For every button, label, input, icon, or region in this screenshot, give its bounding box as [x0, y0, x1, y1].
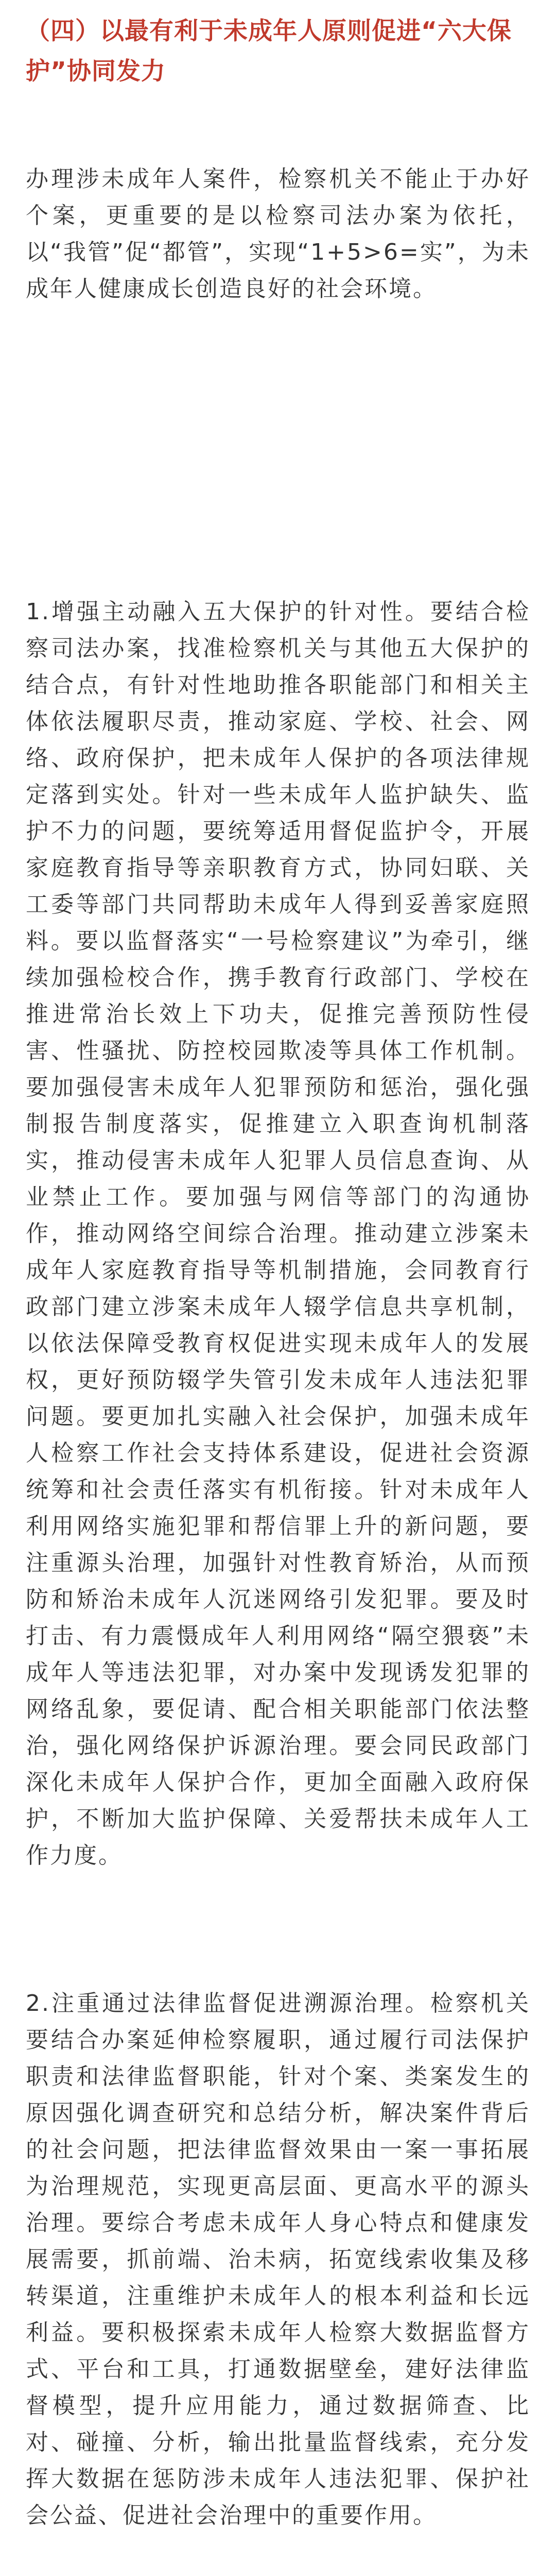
- paragraph-item-1: 1.增强主动融入五大保护的针对性。要结合检察司法办案，找准检察机关与其他五大保护的结合点，有针对性地助推各职能部门和相关主体依法履职尽责，推动家庭、学校、社会、网络、政府保护，把未成年人保护的各项法律规定落到实处。针对一些未成年人监护缺失、监护不力的问题，要统筹适用督促监护令，开展家庭教育指导等亲职教育方式，协同妇联、关工委等部门共同帮助未成年人得到妥善家庭照料。要以监督落实“一号检察建议”为牵引，继续加强检校合作，携手教育行政部门、学校在推进常治长效上下功夫，促推完善预防性侵害、性骚扰、防控校园欺凌等具体工作机制。要加强侵害未成年人犯罪预防和惩治，强化强制报告制度落实，促推建立入职查询机制落实，推动侵害未成年人犯罪人员信息查询、从业禁止工作。要加强与网信等部门的沟通协作，推动网络空间综合治理。推动建立涉案未成年人家庭教育指导等机制措施，会同教育行政部门建立涉案未成年人辍学信息共享机制，以依法保障受教育权促进实现未成年人的发展权，更好预防辍学失管引发未成年人违法犯罪问题。要更加扎实融入社会保护，加强未成年人检察工作社会支持体系建设，促进社会资源统筹和社会责任落实有机衔接。针对未成年人利用网络实施犯罪和帮信罪上升的新问题，要注重源头治理，加强针对性教育矫治，从而预防和矫治未成年人沉迷网络引发犯罪。要及时打击、有力震慑成年人利用网络“隔空猥亵”未成年人等违法犯罪，对办案中发现诱发犯罪的网络乱象，要促请、配合相关职能部门依法整治，强化网络保护诉源治理。要会同民政部门深化未成年人保护合作，更加全面融入政府保护，不断加大监护保障、关爱帮扶未成年人工作力度。: [26, 599, 530, 1869]
- intro-paragraph: 办理涉未成年人案件，检察机关不能止于办好个案，更重要的是以检察司法办案为依托，以“我管”促“都管”，实现“1+5>6=实”，为未成年人健康成长创造良好的社会环境。: [26, 166, 530, 302]
- section-heading: （四）以最有利于未成年人原则促进“六大保护”协同发力: [26, 17, 512, 86]
- paragraph-item-2: 2.注重通过法律监督促进溯源治理。检察机关要结合办案延伸检察履职，通过履行司法保护职责和法律监督职能，针对个案、类案发生的原因强化调查研究和总结分析，解决案件背后的社会问题，把法律监督效果由一案一事拓展为治理规范，实现更高层面、更高水平的源头治理。要综合考虑未成年人身心特点和健康发展需要，抓前端、治未病，拓宽线索收集及移转渠道，注重维护未成年人的根本利益和长远利益。要积极探索未成年人检察大数据监督方式、平台和工具，打通数据壁垒，建好法律监督模型，提升应用能力，通过数据筛查、比对、碰撞、分析，输出批量监督线索，充分发挥大数据在惩防涉未成年人违法犯罪、保护社会公益、促进社会治理中的重要作用。: [26, 1990, 530, 2529]
